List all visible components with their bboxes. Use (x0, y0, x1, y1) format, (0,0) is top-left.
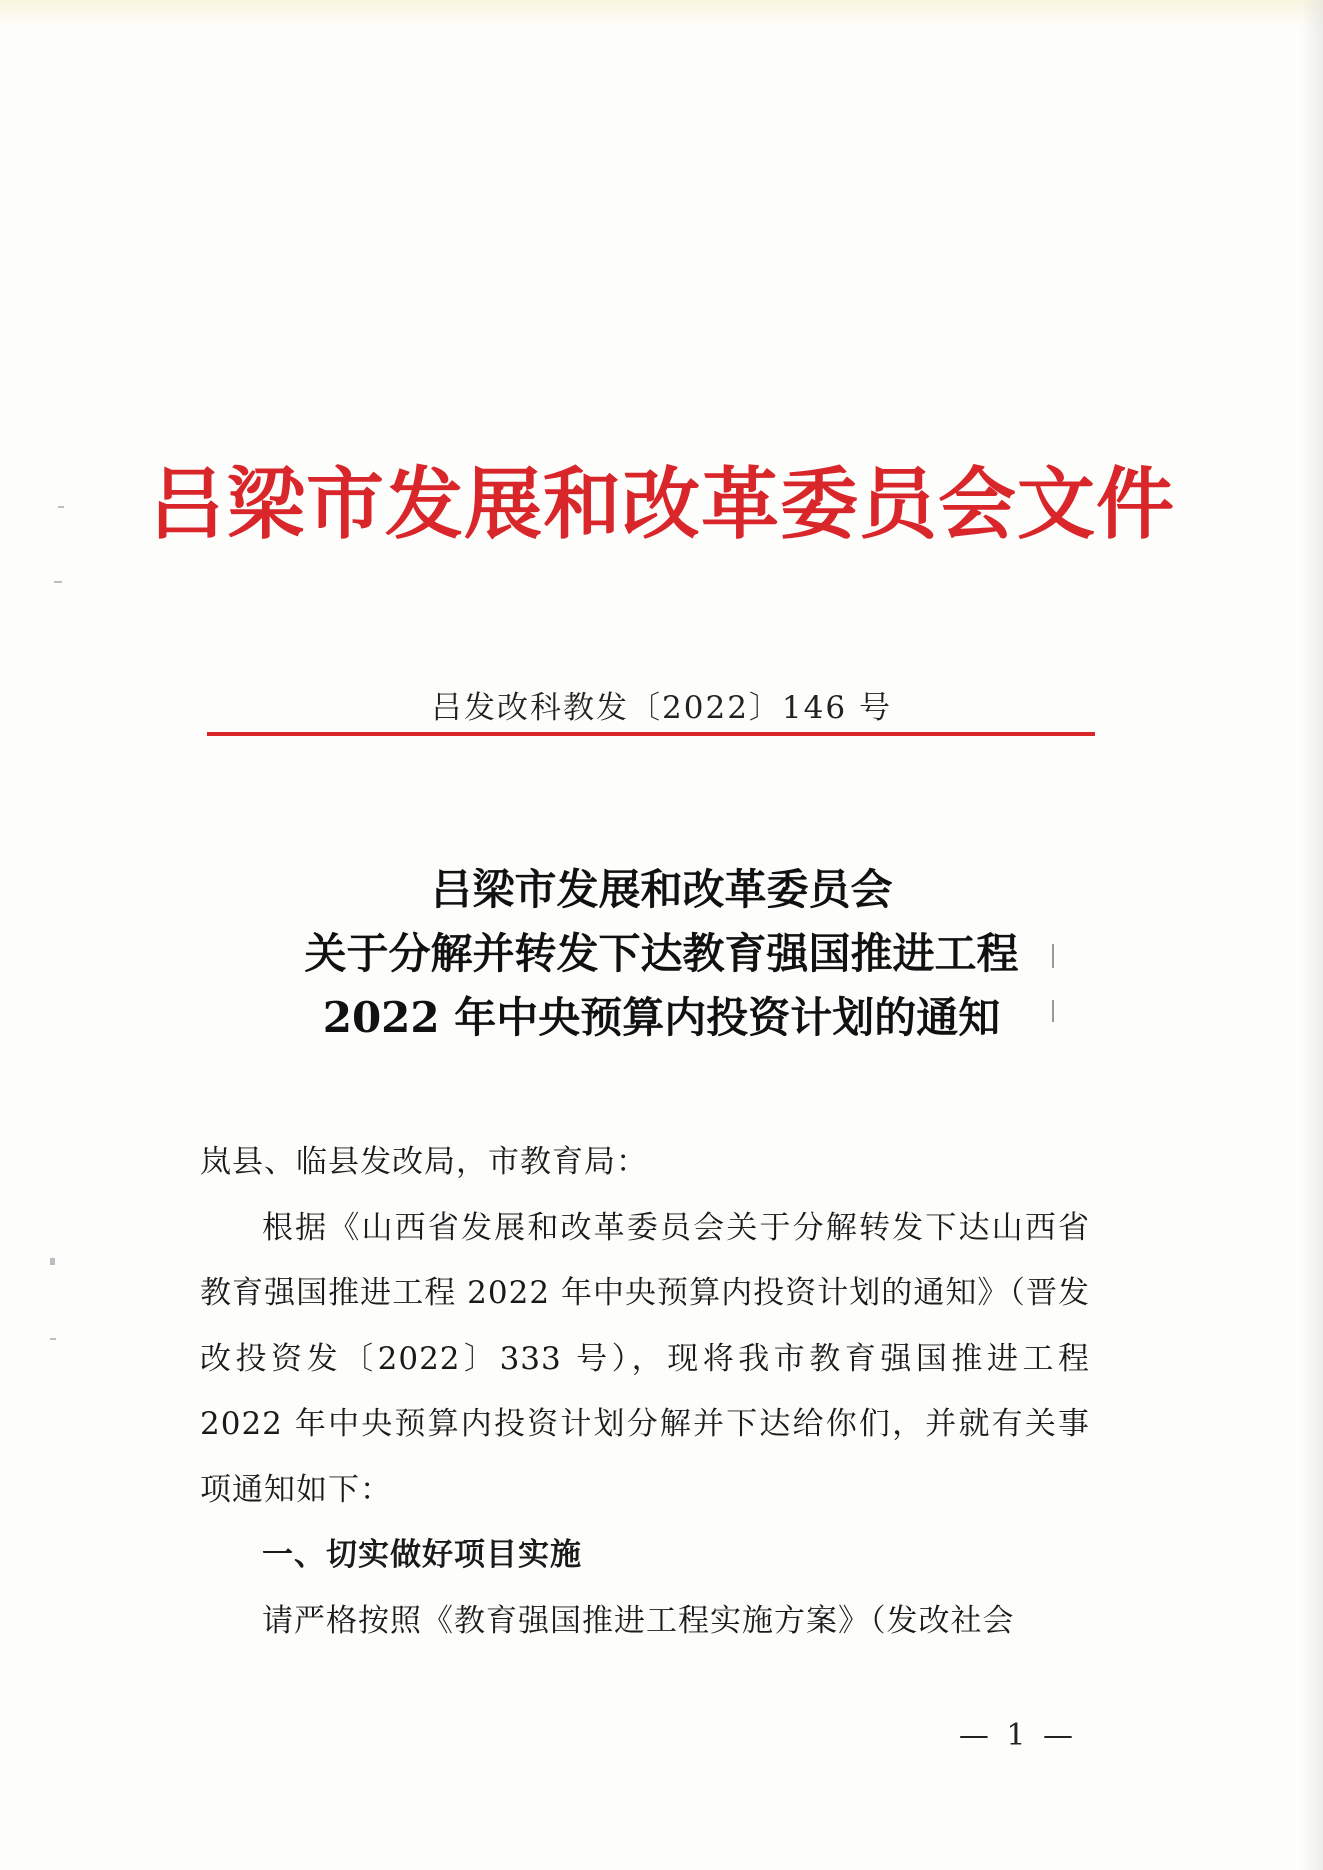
page-number: — 1 — (958, 1718, 1077, 1753)
notice-title-line: 2022 年中央预算内投资计划的通知 (322, 993, 1001, 1042)
document-body (200, 1130, 1090, 1654)
document-number: 吕发改科教发〔2022〕146 号 (431, 690, 892, 726)
notice-title-line: 关于分解并转发下达教育强国推进工程 (304, 929, 1019, 978)
body-paragraph: 根据《山西省发展和改革委员会关于分解转发下达山西省教育强国推进工程 2022 年中央预算内投资计划的通知》（晋发改投资发〔2022〕333 号），现将我市教育强国推进工程 2022 年中央预算内投资计划分解并下达给你们，并就有关事项通知如下： (200, 1209, 1090, 1508)
recipients-line: 岚县、临县发改局，市教育局： (200, 1144, 648, 1180)
scan-speck (50, 1258, 55, 1265)
scan-tint-top (0, 0, 1323, 28)
section-paragraph: 请严格按照《教育强国推进工程实施方案》（发改社会 (262, 1602, 1015, 1639)
red-divider-line (207, 732, 1095, 736)
scan-speck (54, 581, 62, 583)
scan-speck (50, 1338, 56, 1340)
notice-title (0, 858, 1323, 1050)
notice-title-line: 吕梁市发展和改革委员会 (430, 865, 893, 914)
section-heading: 一、切实做好项目实施 (262, 1537, 582, 1573)
issuer-title: 吕梁市发展和改革委员会文件 (147, 459, 1175, 550)
